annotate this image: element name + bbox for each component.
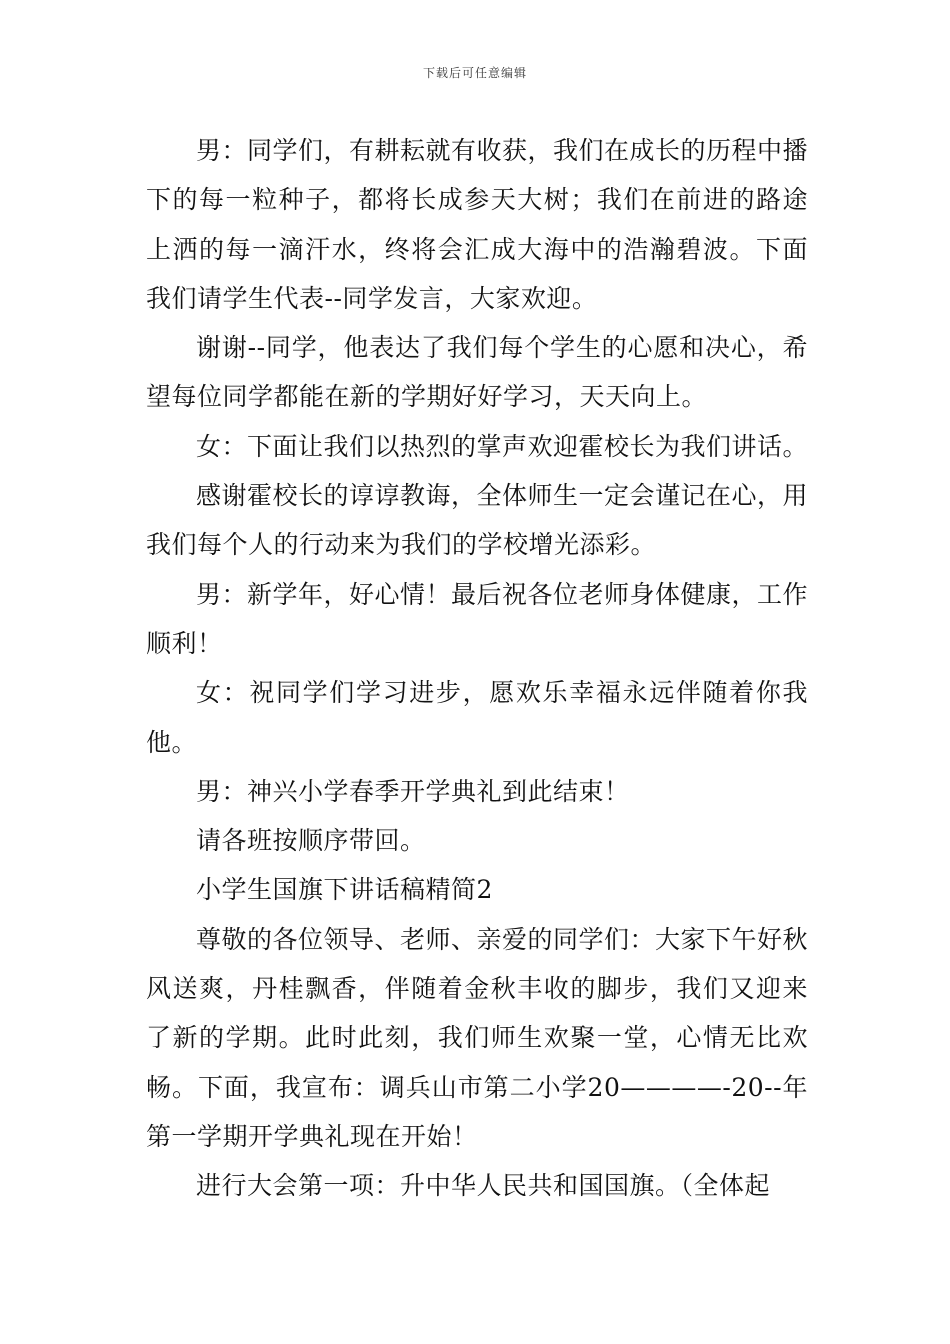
paragraph: 女：祝同学们学习进步，愿欢乐幸福永远伴随着你我他。 <box>146 678 808 757</box>
paragraph: 感谢霍校长的谆谆教诲，全体师生一定会谨记在心，用我们每个人的行动来为我们的学校增光添彩。 <box>146 481 809 560</box>
paragraph: 女：下面让我们以热烈的掌声欢迎霍校长为我们讲话。 <box>196 431 809 461</box>
paragraph: 谢谢--同学，他表达了我们每个学生的心愿和决心，希望每位同学都能在新的学期好好学习，天天向上。 <box>146 333 808 412</box>
paragraph: 进行大会第一项：升中华人民共和国国旗。（全体起 <box>196 1171 771 1201</box>
paragraph: 男：新学年，好心情！最后祝各位老师身体健康，工作顺利！ <box>146 579 809 658</box>
paragraph: 男：同学们，有耕耘就有收获，我们在成长的历程中播下的每一粒种子，都将长成参天大树；我们在前进的路途上洒的每一滴汗水，终将会汇成大海中的浩瀚碧波。下面我们请学生代表--同学发言，大家欢迎。 <box>146 136 809 313</box>
paragraph: 尊敬的各位领导、老师、亲爱的同学们：大家下午好秋风送爽，丹桂飘香，伴随着金秋丰收的脚步，我们又迎来了新的学期。此时此刻，我们师生欢聚一堂，心情无比欢畅。下面，我宣布：调兵山市第二小学20————-20--年第一学期开学典礼现在开始！ <box>146 924 809 1151</box>
paragraph: 请各班按顺序带回。 <box>196 826 426 856</box>
page-header-note: 下载后可任意编辑 <box>422 66 527 80</box>
section-title: 小学生国旗下讲话稿精简2 <box>196 875 493 905</box>
document-body <box>146 126 808 1211</box>
paragraph: 男：神兴小学春季开学典礼到此结束！ <box>196 776 630 806</box>
